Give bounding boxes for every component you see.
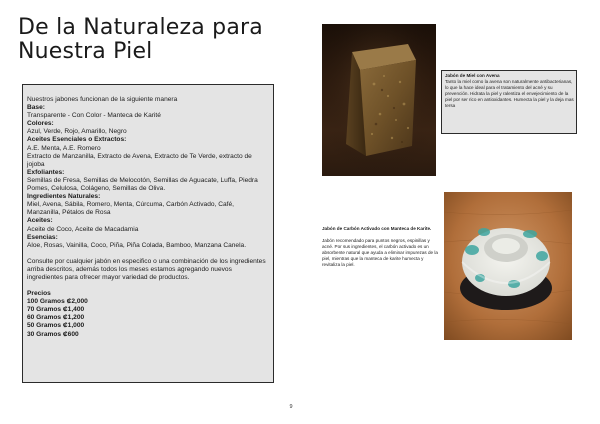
page-number: 9 [289,404,293,410]
soap-bar-illustration [322,24,436,176]
ingredientes-text: Miel, Avena, Sábila, Romero, Menta, Cúrcuma, Carbón Activado, Café, Manzanilla, Pétalos de Rosa [27,201,234,217]
colores-label: Colores: [27,120,54,128]
base-text: Transparente - Con Color - Manteca de Karité [27,112,161,120]
esencias-text: Aloe, Rosas, Vainilla, Coco, Piña, Piña Colada, Bamboo, Manzana Canela. [27,241,247,249]
price-item: 70 Gramos ₡1,400 [27,306,85,314]
price-item: 100 Gramos ₡2,000 [27,298,88,306]
honey-oat-caption-text: Tanto la miel como la avena son naturalmente antibacterianas, lo que la hace ideal para el tratamiento del acné y su prevención. Hidrata la piel y ralentiza el envejecimiento de la piel por ser rico en antioxidantes. Humecta la piel y la deja mas tersa [445,78,574,108]
colores-text: Azul, Verde, Rojo, Amarillo, Negro [27,128,127,136]
aceites-text: Aceite de Coco, Aceite de Macadamia [27,225,139,233]
price-item: 60 Gramos ₡1,200 [27,314,85,322]
price-item: 50 Gramos ₡1,000 [27,322,85,330]
exfoliantes-label: Exfoliantes: [27,168,65,176]
exfoliantes-text: Semillas de Fresa, Semillas de Melocotón, Semillas de Aguacate, Luffa, Piedra Pomes, Celulosa, Colágeno, Semillas de Oliva. [27,176,258,193]
soap-round-illustration [444,192,572,340]
extractos-text: Extracto de Manzanilla, Extracto de Avena, Extracto de Te Verde, extracto de jojoba [27,152,252,168]
charcoal-caption-text: Jabón recomendado para puntos negros, espinillas y acné. Por sus ingredientes, el carbón activado es un absorbente natural que ayuda a eliminar impurezas de la piel, mientras que la manteca de karite humecta y revitaliza la piel. [322,238,438,267]
esencias-label: Esencias: [27,233,58,241]
base-label: Base: [27,104,45,112]
aceites-esenciales-label: Aceites Esenciales o Extractos: [27,136,127,144]
charcoal-shea-soap-photo [444,192,572,340]
price-item: 30 Gramos ₡600 [27,330,79,338]
ingredientes-label: Ingredientes Naturales: [27,193,101,201]
spacer [27,282,269,290]
honey-oat-caption-title: Jabón de Miel con Avena [445,73,500,78]
honey-oat-soap-photo [322,24,436,176]
intro-text: Nuestros jabones funcionan de la siguiente manera [27,96,178,103]
precios-label: Precios [27,290,51,298]
charcoal-caption [322,226,440,268]
consulte-text: Consulte por cualquier jabón en especifico o una combinación de los ingredientes arriba descritos, además todos los meses estamos agregando nuevos ingredientes para ofrecer mayor variedad de productos. [27,257,266,281]
aceites-label: Aceites: [27,217,53,225]
page-title-line1: De la Naturaleza para [18,15,263,40]
page-title [18,16,288,64]
honey-oat-caption [441,70,577,134]
ingredients-box [22,84,274,383]
spacer [27,250,269,258]
aceites-esenciales-text: A.E. Menta, A.E. Romero [27,144,101,152]
page-title-line2: Nuestra Piel [18,39,153,64]
charcoal-caption-title: Jabón de Carbón Activado con Manteca de Karite. [322,226,432,231]
